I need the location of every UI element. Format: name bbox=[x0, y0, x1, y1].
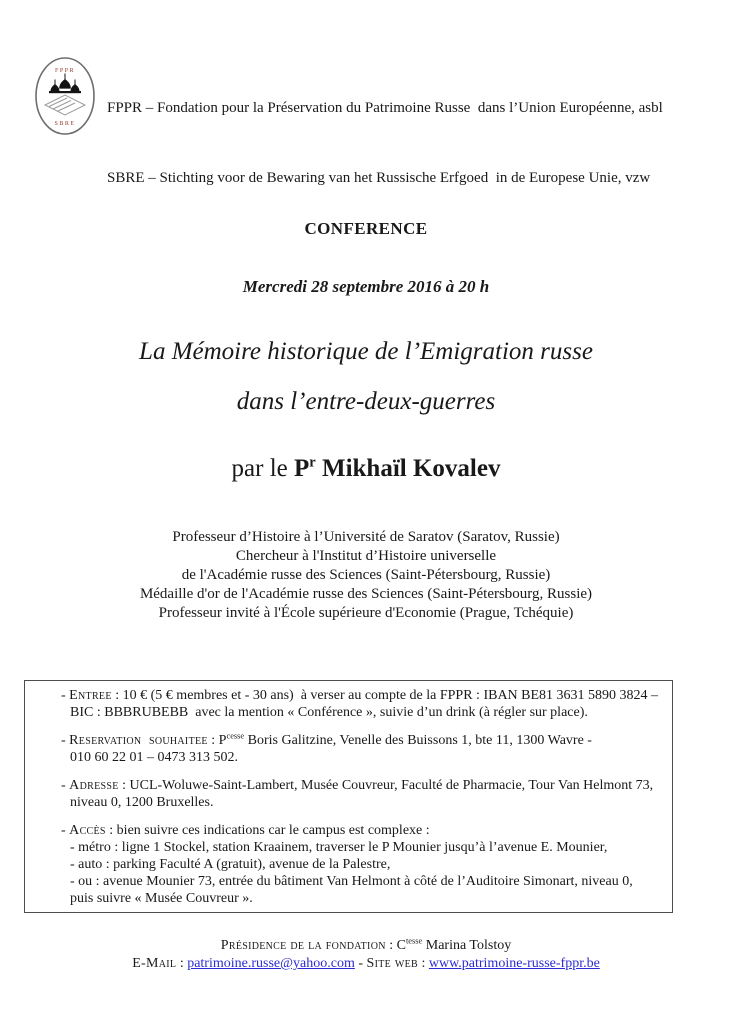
details-line: - auto : parking Faculté A (gratuit), avenue de la Palestre, bbox=[70, 857, 391, 872]
speaker-line bbox=[0, 455, 732, 483]
details-line: - Entree : 10 € (5 € membres et - 30 ans) à verser au compte de la FPPR : IBAN BE81 3631 5890 3824 – bbox=[61, 688, 659, 703]
details-line: - métro : ligne 1 Stockel, station Kraainem, traverser le P Mounier jusqu’à l’avenue E. Mounier, bbox=[70, 840, 608, 855]
details-line: - Accès : bien suivre ces indications car le campus est complexe : bbox=[61, 823, 430, 838]
org-line-fppr: FPPR – Fondation pour la Préservation du Patrimoine Russe dans l’Union Européenne, asbl bbox=[107, 100, 663, 116]
credential-line: Chercheur à l'Institut d’Histoire universelle bbox=[235, 548, 497, 564]
credential-line: de l'Académie russe des Sciences (Saint-Pétersbourg, Russie) bbox=[181, 567, 551, 583]
speaker-fullname: Mikhaïl Kovalev bbox=[315, 455, 501, 482]
org-line-sbre: SBRE – Stichting voor de Bewaring van het Russische Erfgoed in de Europese Unie, vzw bbox=[107, 170, 651, 186]
conference-heading: CONFERENCE bbox=[304, 219, 428, 238]
event-title-line1: La Mémoire historique de l’Emigration russe bbox=[139, 338, 593, 365]
event-title bbox=[0, 327, 732, 427]
email-link[interactable]: patrimoine.russe@yahoo.com bbox=[187, 956, 355, 971]
details-item-adresse bbox=[25, 777, 668, 811]
details-item-acces bbox=[25, 822, 668, 907]
speaker-credentials bbox=[0, 528, 732, 623]
header bbox=[34, 56, 663, 221]
logo-top-text: FPPR bbox=[54, 68, 76, 74]
website-link[interactable]: www.patrimoine-russe-fppr.be bbox=[428, 956, 600, 971]
credential-line: Professeur invité à l'École supérieure d'Economie (Prague, Tchéquie) bbox=[158, 605, 574, 621]
event-datetime: Mercredi 28 septembre 2016 à 20 h bbox=[242, 277, 490, 296]
speaker-title-superscript: r bbox=[309, 454, 316, 471]
footer-contacts: E-Mail : patrimoine.russe@yahoo.com - Site web : www.patrimoine-russe-fppr.be bbox=[132, 956, 600, 971]
fppr-sbre-logo-icon bbox=[34, 56, 96, 136]
event-title-line2: dans l’entre-deux-guerres bbox=[236, 388, 496, 415]
speaker-prefix: par le bbox=[231, 455, 294, 482]
details-line: - Reservation souhaitee : $P^{cesse}$ Boris Galitzine, Venelle des Buissons 1, bte 11, 1300 Wavre - bbox=[61, 731, 592, 748]
speaker-name bbox=[294, 455, 500, 482]
details-line: BIC : BBBRUBEBB avec la mention « Conférence », suivie d’un drink (à régler sur place). bbox=[70, 705, 588, 720]
details-line: puis suivre « Musée Couvreur ». bbox=[70, 891, 253, 906]
details-line: - Adresse : UCL-Woluwe-Saint-Lambert, Musée Couvreur, Faculté de Pharmacie, Tour Van Helmont 73, bbox=[61, 778, 654, 793]
details-item-entree bbox=[25, 687, 668, 721]
organization-names bbox=[96, 56, 663, 221]
details-line: niveau 0, 1200 Bruxelles. bbox=[70, 795, 214, 810]
credential-line: Médaille d'or de l'Académie russe des Sciences (Saint-Pétersbourg, Russie) bbox=[139, 586, 593, 602]
details-line: 010 60 22 01 – 0473 313 502. bbox=[70, 750, 238, 765]
speaker-title-letter: P bbox=[294, 455, 310, 482]
logo-bottom-text: SBRE bbox=[54, 121, 76, 127]
details-box bbox=[24, 680, 673, 913]
details-line: - ou : avenue Mounier 73, entrée du bâtiment Van Helmont à côté de l’Auditoire Simonart, niveau 0, bbox=[70, 874, 633, 889]
credential-line: Professeur d’Histoire à l’Université de Saratov (Saratov, Russie) bbox=[172, 529, 560, 545]
details-item-reservation bbox=[25, 732, 668, 766]
footer-presidence: Présidence de la fondation : $C^{tesse}$ Marina Tolstoy bbox=[220, 936, 512, 953]
